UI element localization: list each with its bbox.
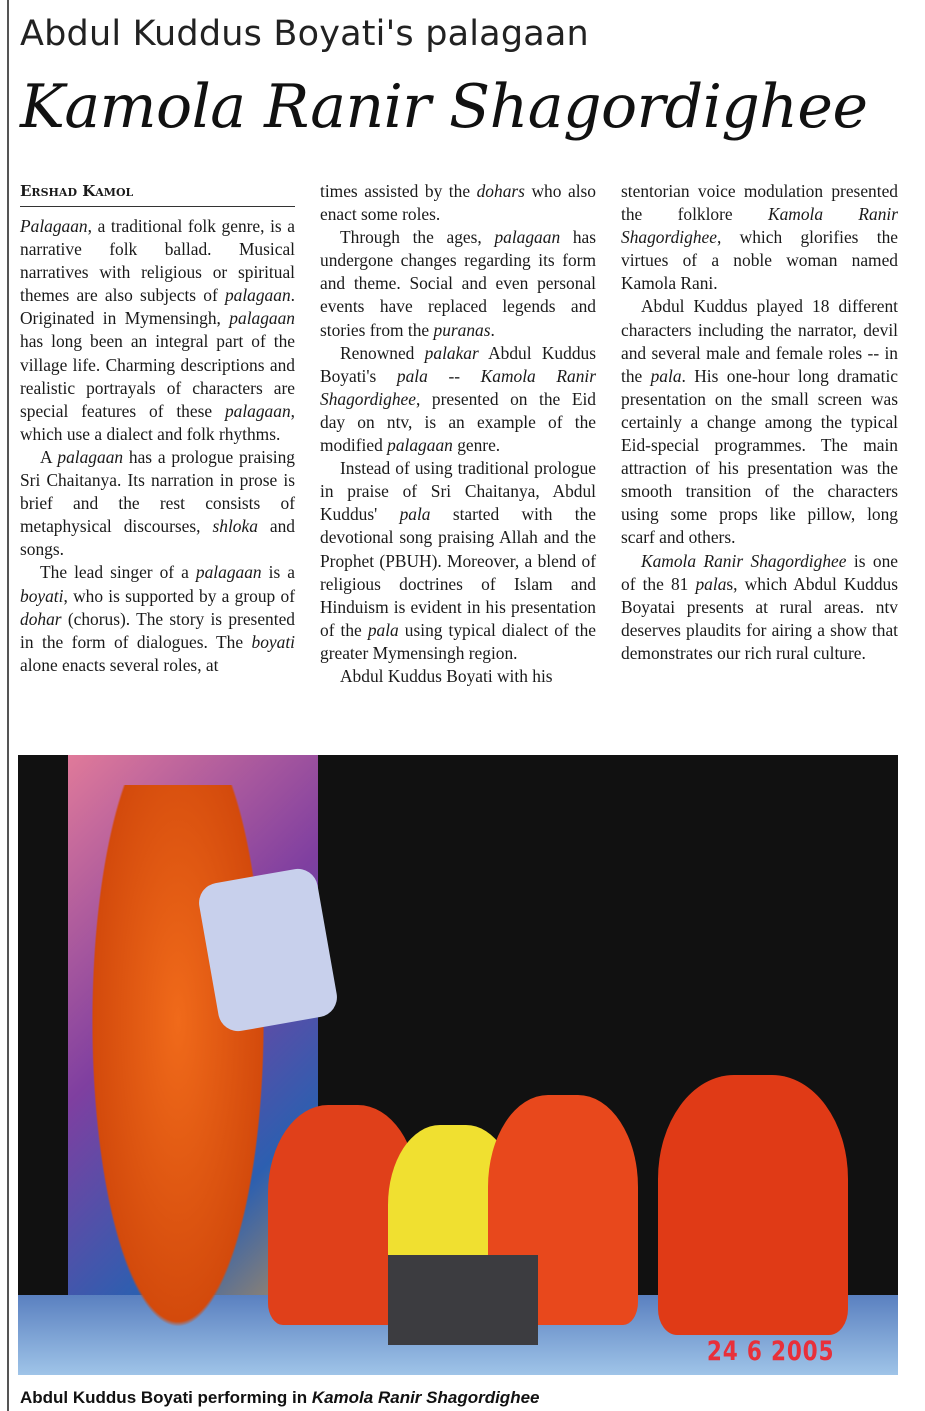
text-run: using typical dialect of the greater Mymensingh region. (320, 619, 596, 663)
italic-term: palagaan (57, 446, 124, 467)
performance-photo (18, 755, 898, 1375)
text-run: stentorian voice modulation presented the folklore (621, 181, 898, 225)
paragraph (20, 561, 295, 676)
paragraph (621, 180, 898, 295)
paragraph (621, 550, 898, 665)
harmonium (388, 1255, 538, 1345)
paragraph (320, 342, 596, 457)
paragraph (320, 226, 596, 341)
italic-term: palagaan (224, 285, 291, 306)
italic-term: pala (367, 619, 399, 640)
text-run: Abdul Kuddus Boyati's (320, 342, 596, 386)
italic-term: pala (695, 573, 727, 594)
italic-term: pala (399, 504, 431, 525)
italic-term: pala (650, 365, 682, 386)
italic-term: dohars (476, 181, 525, 201)
text-run: who also enact some roles. (320, 181, 596, 225)
paragraph (20, 215, 295, 446)
text-column-2 (320, 180, 596, 688)
paragraph (621, 295, 898, 549)
pillow-prop (196, 866, 340, 1035)
italic-term: boyati (20, 585, 64, 606)
text-run: is a (261, 562, 296, 583)
italic-term: Palagaan (20, 216, 88, 236)
text-run: has long been an integral part of the village life. Charming descriptions and realistic portrayals of characters are special features of these (20, 331, 295, 421)
column-rule (7, 0, 9, 1411)
text-column-3 (621, 180, 898, 665)
italic-term: Kamola Ranir Shagordighee (621, 204, 898, 248)
italic-term: pala -- Kamola Ranir Shagordighee (320, 365, 596, 409)
text-run: (chorus). The story is presented in the form of dialogues. The (20, 608, 295, 652)
musician (658, 1075, 848, 1335)
text-run: . Originated in Mymensingh, (20, 285, 295, 329)
text-run: alone enacts several roles, at (20, 654, 219, 675)
text-run: , which use a dialect and folk rhythms. (20, 400, 295, 444)
italic-term: palagaan (494, 227, 561, 248)
paragraph (20, 446, 295, 561)
italic-term: palagaan (387, 435, 453, 456)
text-run: Renowned (340, 342, 425, 363)
text-run: Through the ages, (340, 227, 495, 248)
text-run: Abdul Kuddus played 18 different characters including the narrator, devil and several male and female roles -- in the (621, 296, 898, 386)
italic-term: shloka (212, 516, 258, 537)
paragraph (320, 457, 596, 665)
italic-term: boyati (251, 631, 295, 652)
italic-term: puranas (433, 319, 491, 340)
text-run: Abdul Kuddus Boyati with his (340, 665, 553, 686)
text-run: , a traditional folk genre, is a narrative folk ballad. Musical narratives with religious or spiritual themes are also subjects of (20, 216, 295, 306)
italic-term: Kamola Ranir Shagordighee (641, 550, 847, 571)
text-run: is one of the 81 (621, 550, 898, 594)
text-run: A (40, 446, 58, 467)
text-run: Instead of using traditional prologue in praise of Sri Chaitanya, Abdul Kuddus' (320, 458, 596, 525)
text-run: , presented on the Eid day on ntv, is an example of the modified (320, 388, 596, 456)
text-run: s, which Abdul Kuddus Boyatai presents at rural areas. ntv deserves plaudits for airing a show that demonstrates our rich rural culture. (621, 573, 898, 663)
text-run: , which glorifies the virtues of a noble woman named Kamola Rani. (621, 227, 898, 294)
italic-term: palagaan (224, 400, 291, 421)
text-run: started with the devotional song praising Allah and the Prophet (PBUH). Moreover, a blend of religious doctrines of Islam and Hinduism is evident in his presentation of the (320, 504, 597, 640)
text-run: and songs. (20, 516, 295, 560)
text-run: genre. (452, 435, 501, 456)
performer-figure (78, 785, 278, 1375)
date-stamp: 24 6 2005 (706, 1336, 834, 1367)
paragraph (320, 180, 596, 226)
italic-term: palagaan (195, 562, 262, 583)
text-run: times assisted by the (320, 181, 477, 201)
italic-term: dohar (20, 608, 62, 629)
text-run: . His one-hour long dramatic presentation on the small screen was certainly a change among the typical Eid-special programmes. The main attraction of his presentation was the smooth transition of the characters using some props like pillow, long scarf and others. (621, 365, 898, 548)
text-column-1 (20, 215, 295, 677)
text-run: has a prologue praising Sri Chaitanya. Its narration in prose is brief and the rest consists of metaphysical discourses, (20, 446, 295, 537)
text-run: . (490, 319, 495, 340)
paragraph (320, 665, 596, 688)
headline: Kamola Ranir Shagordighee (20, 72, 868, 142)
text-run: , who is supported by a group of (63, 585, 295, 606)
caption-title: Kamola Ranir Shagordighee (311, 1388, 540, 1407)
text-run: The lead singer of a (40, 562, 196, 583)
photo-caption (20, 1388, 540, 1408)
kicker: Abdul Kuddus Boyati's palagaan (20, 14, 589, 54)
italic-term: palakar (424, 342, 479, 363)
text-run: has undergone changes regarding its form and theme. Social and even personal events have replaced legends and stories from the (320, 227, 597, 340)
caption-text: Abdul Kuddus Boyati performing in (20, 1388, 312, 1407)
byline: Ershad Kamol (20, 182, 295, 207)
italic-term: palagaan (229, 308, 295, 329)
